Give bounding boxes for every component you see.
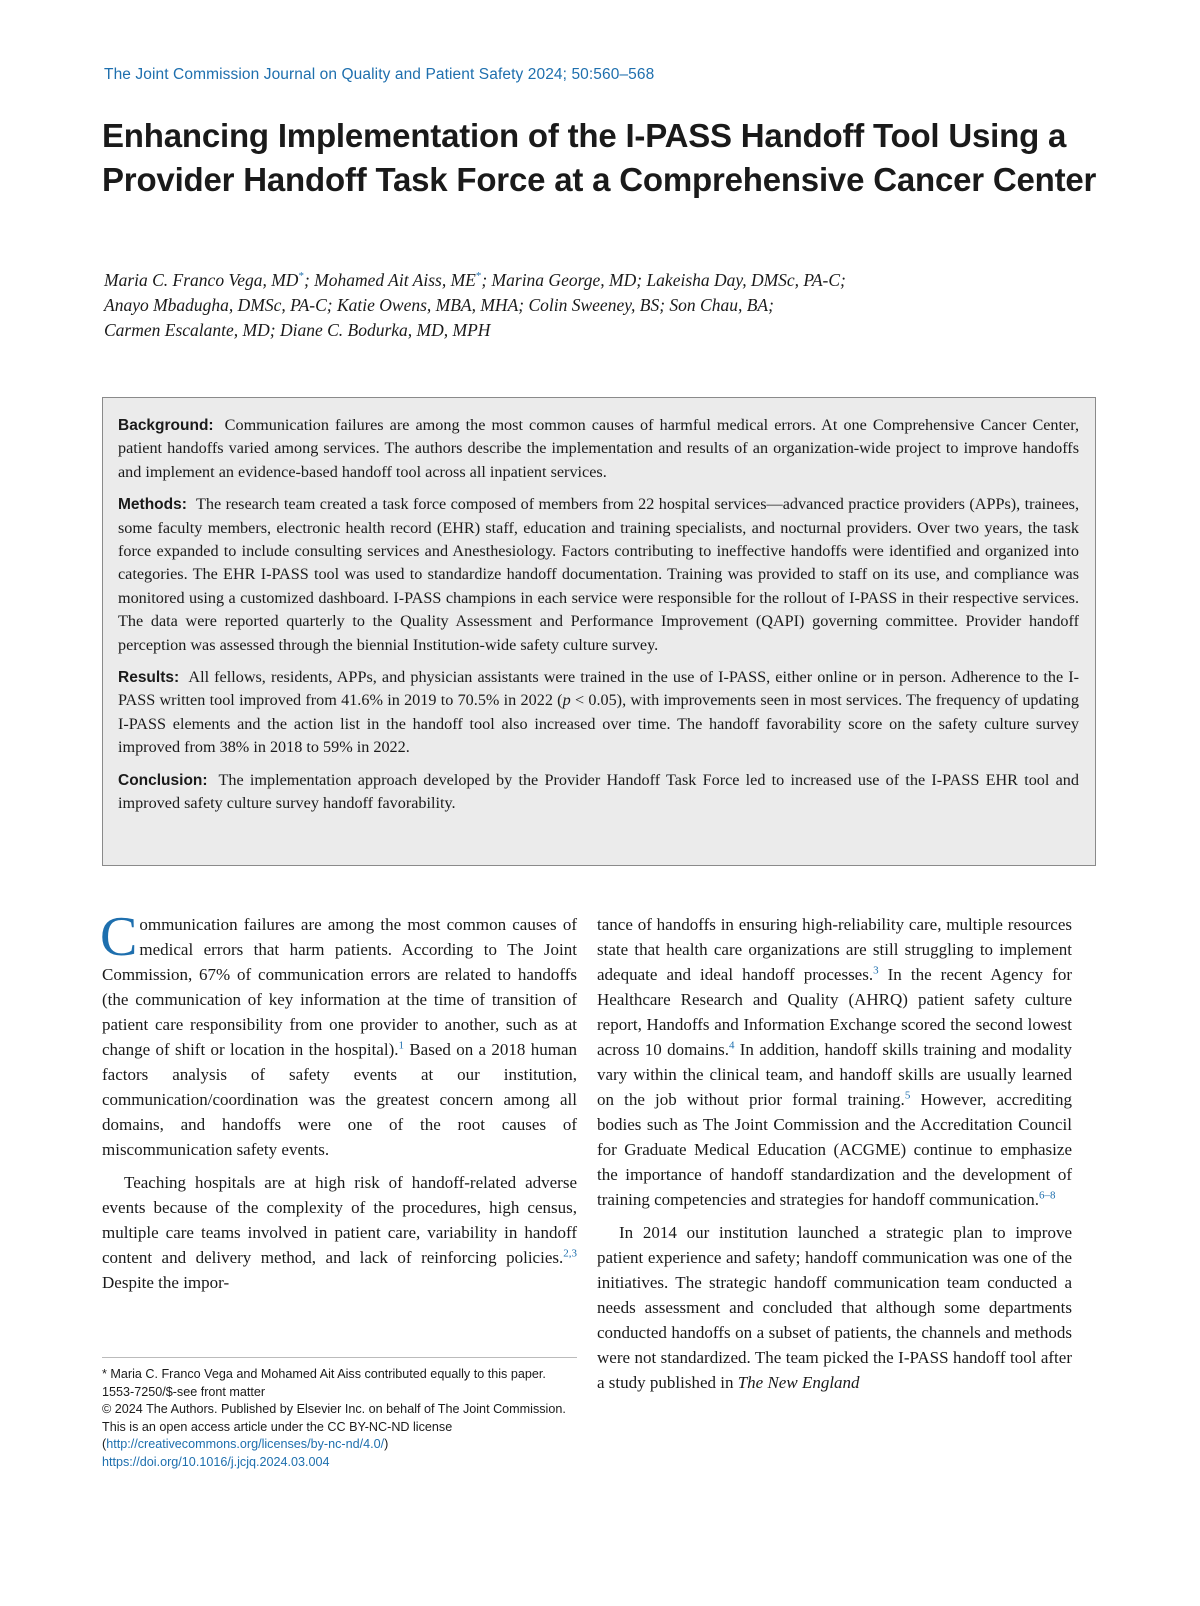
abstract-results (118, 666, 1079, 760)
abstract-conclusion-text: The implementation approach developed by the Provider Handoff Task Force led to increased use of the I-PASS EHR tool and improved safety culture survey handoff favorability. (118, 770, 1079, 813)
author-line-1 (104, 264, 1104, 293)
citation-link-4[interactable]: 4 (728, 1039, 735, 1052)
author-ait-aiss: ; Mohamed Ait Aiss, ME (303, 269, 476, 290)
footnotes (102, 1366, 577, 1471)
doi-link[interactable]: https://doi.org/10.1016/j.jcjq.2024.03.004 (102, 1454, 330, 1469)
abstract-methods (118, 493, 1079, 657)
citation-link-3[interactable]: 3 (873, 964, 879, 977)
body-text: Despite the impor- (102, 1273, 230, 1292)
abstract-background-text: Communication failures are among the most common causes of harmful medical errors. At one Comprehensive Cancer Center, patient handoffs varied among services. The authors describe the implementation and results of an organization-wide project to improve handoffs and implement an evidence-based handoff tool across all inpatient services. (118, 416, 1079, 481)
drop-cap: C (100, 906, 138, 968)
license-link[interactable]: http://creativecommons.org/licenses/by-nc-nd/4.0/ (106, 1437, 385, 1451)
abstract-methods-text: The research team created a task force composed of members from 22 hospital services—advanced practice providers (APPs), trainees, some faculty members, electronic health record (EHR) staff, education and training specialists, and nocturnal providers. Over two years, the task force expanded to include consulting services and Anesthesiology. Factors contributing to ineffective handoffs were identified and organized into categories. The EHR I-PASS tool was used to standardize handoff documentation. Training was provided to staff on its use, and compliance was monitored using a customized dashboard. I-PASS champions in each service were responsible for the rollout of I-PASS in their respective services. The data were reported quarterly to the Quality Assessment and Performance Improvement (QAPI) governing committee. Provider handoff perception was assessed through the biennial Institution-wide safety culture survey. (118, 495, 1079, 654)
footnote-divider (102, 1357, 577, 1358)
body-paragraph-3 (597, 912, 1072, 1212)
abstract-box (102, 397, 1096, 866)
body-paragraph-4 (597, 1220, 1072, 1395)
footnote-equal-contribution: * Maria C. Franco Vega and Mohamed Ait Aiss contributed equally to this paper. (102, 1367, 546, 1381)
citation-link-6-8[interactable]: 6–8 (1039, 1189, 1056, 1202)
footnote-doi (102, 1454, 577, 1472)
body-text: In 2014 our institution launched a strategic plan to improve patient experience and safety; handoff communication was one of the initiatives. The strategic handoff communication team conducted a needs assessment and concluded that although some departments conducted handoffs on a subset of patients, the channels and methods were not standardized. The team picked the I-PASS handoff tool after a study published in (597, 1223, 1072, 1392)
citation-link-5[interactable]: 5 (904, 1089, 911, 1102)
body-column-right (597, 912, 1072, 1403)
citation-link-2-3[interactable]: 2,3 (563, 1247, 577, 1260)
body-paragraph-2 (102, 1170, 577, 1295)
author-line-2: Anayo Mbadugha, DMSc, PA-C; Katie Owens, MBA, MHA; Colin Sweeney, BS; Son Chau, BA; (104, 294, 774, 315)
equal-contribution-mark[interactable]: * (298, 270, 304, 282)
abstract-results-text-a: All fellows, residents, APPs, and physician assistants were trained in the use of I-PASS, either online or in person. Adherence to the I-PASS written tool improved from 41.6% in 2019 to 70.5% in 2022 ( (118, 668, 1080, 710)
abstract-results-text-b: < 0.05), with improvements seen in most services. The frequency of updating I-PASS elements and the action list in the handoff tool also increased over time. The handoff favorability score on the safety culture survey improved from 38% in 2018 to 59% in 2022. (118, 691, 1079, 757)
journal-name-italic: The New England (737, 1373, 860, 1392)
body-column-left (100, 906, 577, 1303)
copyright-text: © 2024 The Authors. Published by Elsevier Inc. on behalf of The Joint Commission. This is an open access article under the CC BY-NC-ND license ( (102, 1402, 566, 1451)
body-text: In addition, handoff skills training and modality vary within the clinical team, and handoff skills are usually learned on the job without prior formal training. (597, 1040, 1073, 1109)
body-text: However, accrediting bodies such as The Joint Commission and the Accreditation Council for Graduate Medical Education (ACGME) continue to emphasize the importance of handoff standardization and the development of training competencies and strategies for handoff communication. (597, 1090, 1072, 1209)
abstract-heading-background: Background: (118, 417, 214, 434)
journal-header: The Joint Commission Journal on Quality and Patient Safety 2024; 50:560–568 (104, 66, 655, 83)
abstract-conclusion (118, 769, 1079, 816)
body-text: tance of handoffs in ensuring high-reliability care, multiple resources state that health care organizations are still struggling to implement adequate and ideal handoff processes. (597, 915, 1072, 984)
author-line-3: Carmen Escalante, MD; Diane C. Bodurka, MD, MPH (104, 319, 491, 340)
article-title: Enhancing Implementation of the I-PASS Handoff Tool Using a Provider Handoff Task Force at a Comprehensive Cancer Center (102, 117, 1097, 198)
footnote-issn: 1553-7250/$-see front matter (102, 1384, 266, 1399)
body-paragraph-1 (100, 906, 577, 1162)
citation-link-1[interactable]: 1 (398, 1039, 404, 1052)
author-list (104, 264, 1104, 343)
abstract-heading-results: Results: (118, 669, 180, 687)
footnote-copyright (102, 1401, 577, 1454)
body-text: In the recent Agency for Healthcare Research and Quality (AHRQ) patient safety culture report, Handoffs and Information Exchange scored the second lowest across 10 domains. (597, 965, 1073, 1059)
abstract-heading-conclusion: Conclusion: (118, 771, 208, 789)
abstract-heading-methods: Methods: (118, 496, 187, 514)
body-text: Based on a 2018 human factors analysis of safety events at our institution, communication/coordination was the greatest concern among all domains, and handoffs were one of the root causes of miscommunication safety events. (102, 1040, 577, 1159)
author-franco-vega: Maria C. Franco Vega, MD (104, 269, 299, 290)
authors-george-day: ; Marina George, MD; Lakeisha Day, DMSc, PA-C; (481, 269, 846, 290)
body-text: Teaching hospitals are at high risk of handoff-related adverse events because of the complexity of the procedures, high census, multiple care teams involved in patient care, variability in handoff content and delivery method, and lack of reinforcing policies. (102, 1173, 577, 1267)
abstract-background (118, 414, 1079, 484)
p-value-symbol: p (562, 691, 571, 710)
copyright-close: ) (384, 1437, 389, 1451)
body-text: ommunication failures are among the most common causes of medical errors that harm patients. According to The Joint Commission, 67% of communication errors are related to handoffs (the communication of key information at the time of transition of patient care responsibility from one provider to another, such as at change of shift or location in the hospital). (102, 915, 577, 1059)
equal-contribution-mark-2[interactable]: * (475, 270, 482, 282)
